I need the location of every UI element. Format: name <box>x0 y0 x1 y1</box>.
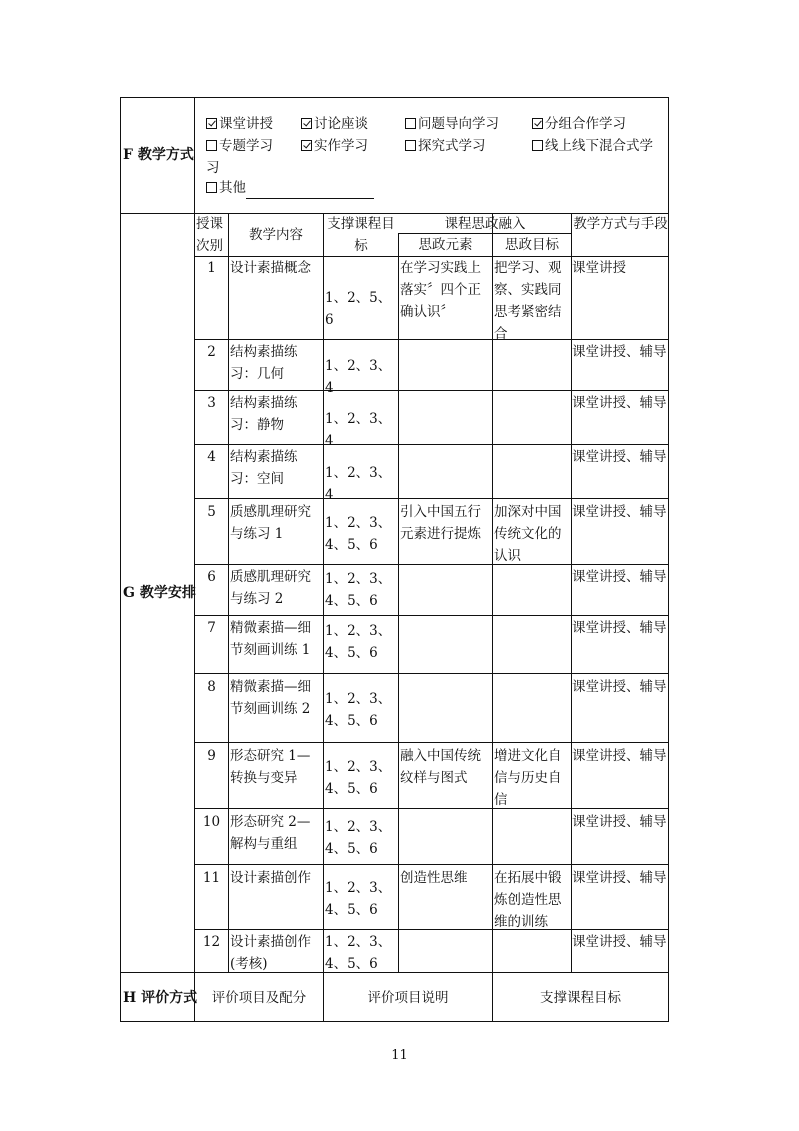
row-goals: 1、2、3、4、5、6 <box>325 819 392 857</box>
option-other[interactable]: 其他 <box>206 177 374 199</box>
row-number: 1 <box>207 260 216 276</box>
header-evaluation-items: 评价项目及配分 <box>211 990 307 1006</box>
row-goals: 1、2、3、4、5、6 <box>325 623 392 661</box>
row-target: 把学习、观察、实践同思考紧密结合 <box>494 260 562 342</box>
option-lecture[interactable]: 课堂讲授 <box>206 113 273 135</box>
row-goals: 1、2、5、6 <box>325 290 392 328</box>
row-number: 11 <box>202 870 221 886</box>
row-method: 课堂讲授、辅导 <box>572 934 667 950</box>
row-number: 12 <box>202 934 221 950</box>
header-session: 授课次别 <box>196 216 223 254</box>
option-blended[interactable]: 线上线下混合式学 <box>532 135 653 157</box>
row-goals: 1、2、3、4 <box>325 411 392 449</box>
row-goals: 1、2、3、4、5、6 <box>325 515 392 553</box>
row-number: 8 <box>207 679 216 695</box>
row-goals: 1、2、3、4、5、6 <box>325 759 392 797</box>
header-element: 思政元素 <box>418 237 473 253</box>
row-content: 形态研究 1—转换与变异 <box>230 748 311 786</box>
row-content: 设计素描创作(考核) <box>230 934 311 972</box>
checkbox-icon[interactable] <box>206 182 217 193</box>
row-method: 课堂讲授、辅导 <box>572 748 667 764</box>
header-supported-goals: 支撑课程目标 <box>540 990 621 1006</box>
section-h-label: H 评价方式 <box>123 990 198 1006</box>
row-content: 结构素描练习：几何 <box>230 344 298 382</box>
row-goals: 1、2、3、4 <box>325 358 392 396</box>
option-wrap-text: 习 <box>206 160 220 176</box>
row-goals: 1、2、3、4、5、6 <box>325 691 392 729</box>
row-content: 质感肌理研究与练习 2 <box>230 569 311 607</box>
checkbox-icon[interactable] <box>301 140 312 151</box>
option-group-cooperation[interactable]: 分组合作学习 <box>532 113 626 135</box>
section-f-label: F 教学方式 <box>123 147 194 163</box>
checkbox-icon[interactable] <box>405 140 416 151</box>
checkbox-icon[interactable] <box>532 140 543 151</box>
row-goals: 1、2、3、4、5、6 <box>325 934 392 972</box>
row-goals: 1、2、3、4、5、6 <box>325 880 392 918</box>
row-method: 课堂讲授、辅导 <box>572 814 667 830</box>
row-number: 4 <box>207 449 216 465</box>
row-number: 3 <box>207 395 216 411</box>
option-inquiry[interactable]: 探究式学习 <box>405 135 486 157</box>
row-number: 9 <box>207 748 216 764</box>
row-content: 形态研究 2—解构与重组 <box>230 814 311 852</box>
checkbox-icon[interactable] <box>206 140 217 151</box>
row-target: 在拓展中锻炼创造性思维的训练 <box>494 870 562 930</box>
header-content: 教学内容 <box>249 227 303 243</box>
row-method: 课堂讲授、辅导 <box>572 870 667 886</box>
row-method: 课堂讲授、辅导 <box>572 620 667 636</box>
checkbox-icon[interactable] <box>301 118 312 129</box>
header-ideology: 课程思政融入 <box>444 216 526 232</box>
row-method: 课堂讲授、辅导 <box>572 395 667 411</box>
row-number: 10 <box>202 814 221 830</box>
row-element: 在学习实践上落实〞四个正确认识〞 <box>400 260 481 320</box>
row-content: 设计素描创作 <box>230 870 311 886</box>
checkbox-icon[interactable] <box>405 118 416 129</box>
row-goals: 1、2、3、4、5、6 <box>325 571 392 609</box>
checkbox-icon[interactable] <box>532 118 543 129</box>
header-evaluation-description: 评价项目说明 <box>367 990 449 1006</box>
row-content: 结构素描练习：空间 <box>230 449 298 487</box>
row-element: 融入中国传统纹样与图式 <box>400 748 481 786</box>
row-goals: 1、2、3、4 <box>325 465 392 503</box>
header-method: 教学方式与手段 <box>573 216 668 232</box>
row-content: 结构素描练习：静物 <box>230 395 298 433</box>
other-input-line[interactable] <box>246 183 374 199</box>
row-method: 课堂讲授、辅导 <box>572 449 667 465</box>
row-method: 课堂讲授、辅导 <box>572 569 667 585</box>
option-thematic[interactable]: 专题学习 <box>206 135 273 157</box>
row-content: 设计素描概念 <box>230 260 311 276</box>
row-element: 引入中国五行元素进行提炼 <box>400 504 481 542</box>
section-g-label: G 教学安排 <box>123 585 196 601</box>
row-target: 加深对中国传统文化的认识 <box>494 504 562 564</box>
row-content: 精微素描—细节刻画训练 1 <box>230 620 311 658</box>
option-discussion[interactable]: 讨论座谈 <box>301 113 368 135</box>
row-number: 5 <box>207 504 216 520</box>
checkbox-icon[interactable] <box>206 118 217 129</box>
row-number: 2 <box>207 344 216 360</box>
row-method: 课堂讲授、辅导 <box>572 344 667 360</box>
row-method: 课堂讲授 <box>572 260 626 276</box>
row-content: 质感肌理研究与练习 1 <box>230 504 311 542</box>
page-number: 11 <box>391 1048 408 1063</box>
row-method: 课堂讲授、辅导 <box>572 504 667 520</box>
row-target: 增进文化自信与历史自信 <box>494 748 562 808</box>
row-content: 精微素描—细节刻画训练 2 <box>230 679 311 717</box>
row-element: 创造性思维 <box>400 870 468 886</box>
header-goals: 支撑课程目标 <box>327 216 395 254</box>
header-target: 思政目标 <box>505 237 559 253</box>
option-problem-based[interactable]: 问题导向学习 <box>405 113 499 135</box>
row-number: 6 <box>207 569 216 585</box>
option-practical[interactable]: 实作学习 <box>301 135 368 157</box>
row-number: 7 <box>207 620 216 636</box>
row-method: 课堂讲授、辅导 <box>572 679 667 695</box>
